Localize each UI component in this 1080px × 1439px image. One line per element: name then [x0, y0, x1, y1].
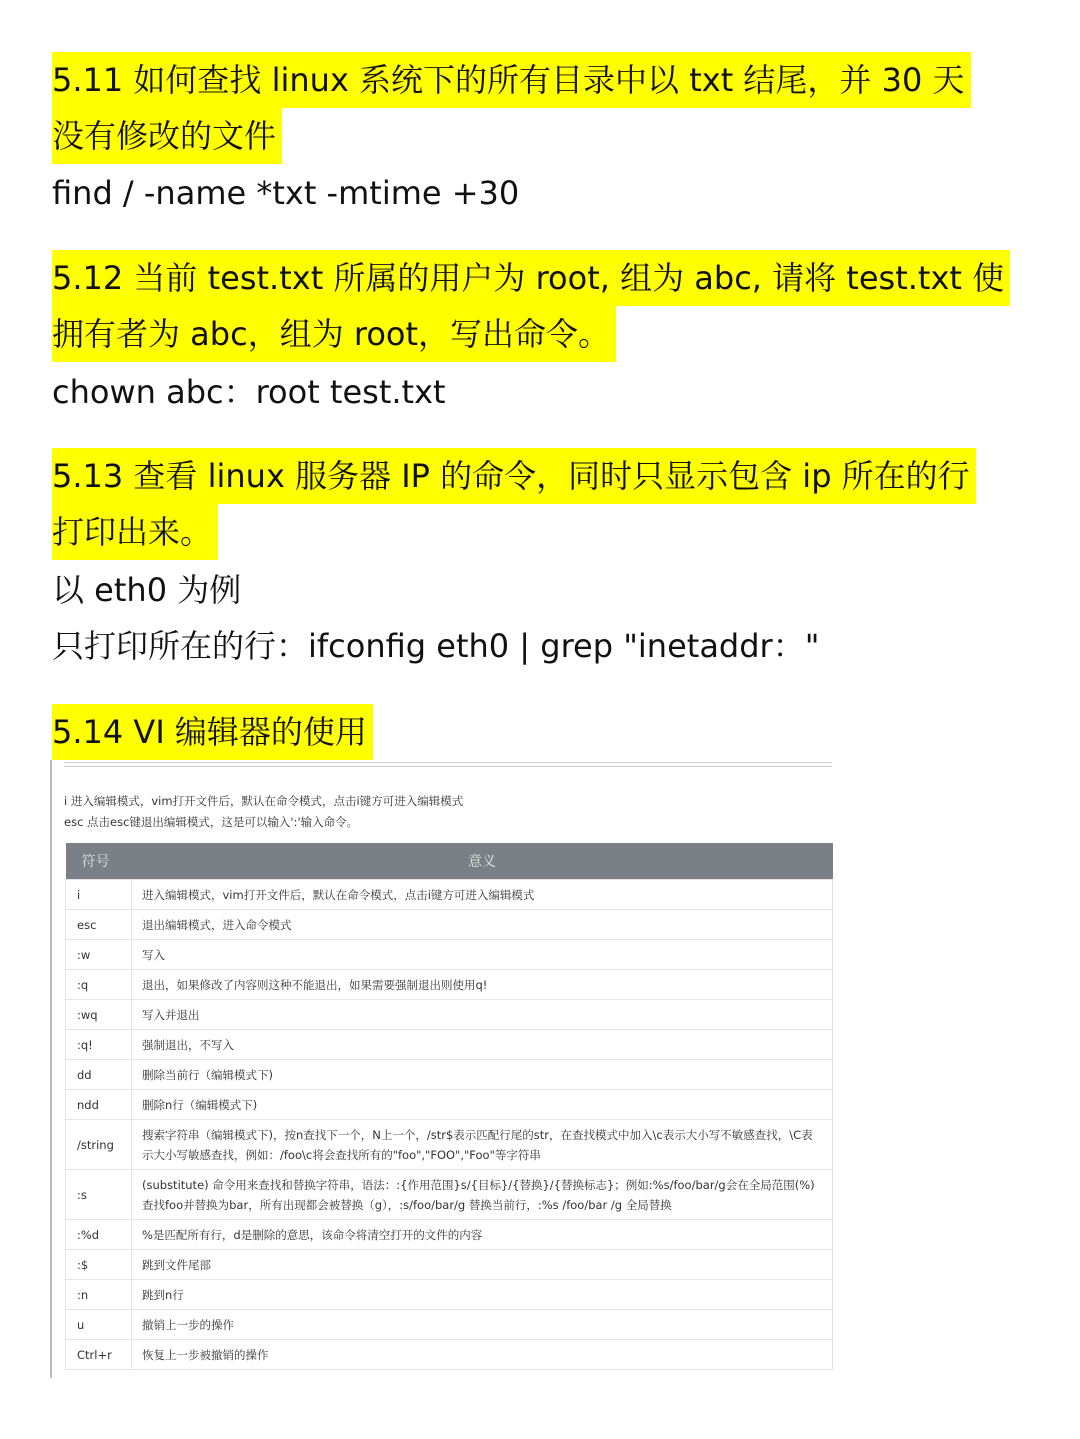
question-5-13-heading: 5.13 查看 linux 服务器 IP 的命令，同时只显示包含 ip 所在的行 — [52, 448, 976, 504]
table-row — [66, 940, 833, 970]
vi-intro-line-1: i 进入编辑模式，vim打开文件后，默认在命令模式，点击i键方可进入编辑模式 — [64, 794, 464, 808]
meaning-cell: 写入并退出 — [132, 1000, 833, 1030]
meaning-cell: 搜索字符串（编辑模式下)，按n查找下一个，N上一个，/str$表示匹配行尾的str，在查找模式中加入\c表示大小写不敏感查找，\C表示大小写敏感查找，例如：/foo\c将会查找所有的"foo","FOO","Foo"等字符串 — [132, 1120, 833, 1170]
meaning-cell: 强制退出，不写入 — [132, 1030, 833, 1060]
table-row — [66, 1170, 833, 1220]
table-row — [66, 910, 833, 940]
question-5-11-heading-cont: 没有修改的文件 — [52, 108, 282, 164]
meaning-cell: 恢复上一步被撤销的操作 — [132, 1340, 833, 1370]
command-cell: :n — [66, 1280, 132, 1310]
table-row — [66, 1340, 833, 1370]
question-5-11-heading: 5.11 如何查找 linux 系统下的所有目录中以 txt 结尾，并 30 天 — [52, 52, 971, 108]
table-row — [66, 1000, 833, 1030]
meaning-cell: 跳到n行 — [132, 1280, 833, 1310]
question-5-13-answer-command: 只打印所在的行：ifconfig eth0 | grep "inetaddr：" — [52, 627, 820, 665]
question-5-14-heading: 5.14 VI 编辑器的使用 — [52, 704, 373, 760]
command-cell: Ctrl+r — [66, 1340, 132, 1370]
meaning-cell: 跳到文件尾部 — [132, 1250, 833, 1280]
meaning-cell: 删除当前行（编辑模式下) — [132, 1060, 833, 1090]
header-symbol: 符号 — [66, 843, 132, 880]
question-5-12-heading-cont: 拥有者为 abc，组为 root，写出命令。 — [52, 306, 616, 362]
meaning-cell: 撤销上一步的操作 — [132, 1310, 833, 1340]
table-row — [66, 970, 833, 1000]
command-cell: :s — [66, 1170, 132, 1220]
table-row — [66, 1220, 833, 1250]
command-cell: ndd — [66, 1090, 132, 1120]
meaning-cell: %是匹配所有行，d是删除的意思，该命令将清空打开的文件的内容 — [132, 1220, 833, 1250]
table-row — [66, 1060, 833, 1090]
table-row — [66, 1250, 833, 1280]
table-row — [66, 1030, 833, 1060]
command-cell: i — [66, 880, 132, 910]
question-5-12-answer: chown abc：root test.txt — [52, 373, 446, 411]
command-cell: :w — [66, 940, 132, 970]
vi-command-table — [65, 843, 833, 1370]
meaning-cell: 进入编辑模式，vim打开文件后，默认在命令模式，点击i键方可进入编辑模式 — [132, 880, 833, 910]
vi-intro-line-2: esc 点击esc键退出编辑模式，这是可以输入':'输入命令。 — [64, 815, 359, 829]
divider — [64, 762, 832, 767]
table-row — [66, 1090, 833, 1120]
command-cell: :%d — [66, 1220, 132, 1250]
vi-reference-image — [50, 760, 834, 1378]
command-cell: /string — [66, 1120, 132, 1170]
question-5-13-heading-cont: 打印出来。 — [52, 504, 218, 560]
command-cell: :q! — [66, 1030, 132, 1060]
table-row — [66, 1310, 833, 1340]
command-cell: :$ — [66, 1250, 132, 1280]
table-row — [66, 1280, 833, 1310]
table-row — [66, 1120, 833, 1170]
header-meaning: 意义 — [132, 843, 833, 880]
command-cell: esc — [66, 910, 132, 940]
command-cell: :wq — [66, 1000, 132, 1030]
command-cell: :q — [66, 970, 132, 1000]
meaning-cell: 写入 — [132, 940, 833, 970]
meaning-cell: (substitute) 命令用来查找和替换字符串，语法：:{作用范围}s/{目标}/{替换}/{替换标志}；例如:%s/foo/bar/g会在全局范围(%)查找foo并替换为bar，所有出现都会被替换（g），:s/foo/bar/g 替换当前行，:%s /foo/bar /g 全局替换 — [132, 1170, 833, 1220]
command-cell: dd — [66, 1060, 132, 1090]
command-cell: u — [66, 1310, 132, 1340]
question-5-12-heading: 5.12 当前 test.txt 所属的用户为 root, 组为 abc, 请将 test.txt 使 — [52, 250, 1010, 306]
meaning-cell: 退出编辑模式，进入命令模式 — [132, 910, 833, 940]
table-row — [66, 880, 833, 910]
meaning-cell: 退出，如果修改了内容则这种不能退出，如果需要强制退出则使用q! — [132, 970, 833, 1000]
meaning-cell: 删除n行（编辑模式下) — [132, 1090, 833, 1120]
question-5-13-answer-example: 以 eth0 为例 — [52, 571, 242, 609]
question-5-11-answer: find / -name *txt -mtime +30 — [52, 174, 520, 212]
